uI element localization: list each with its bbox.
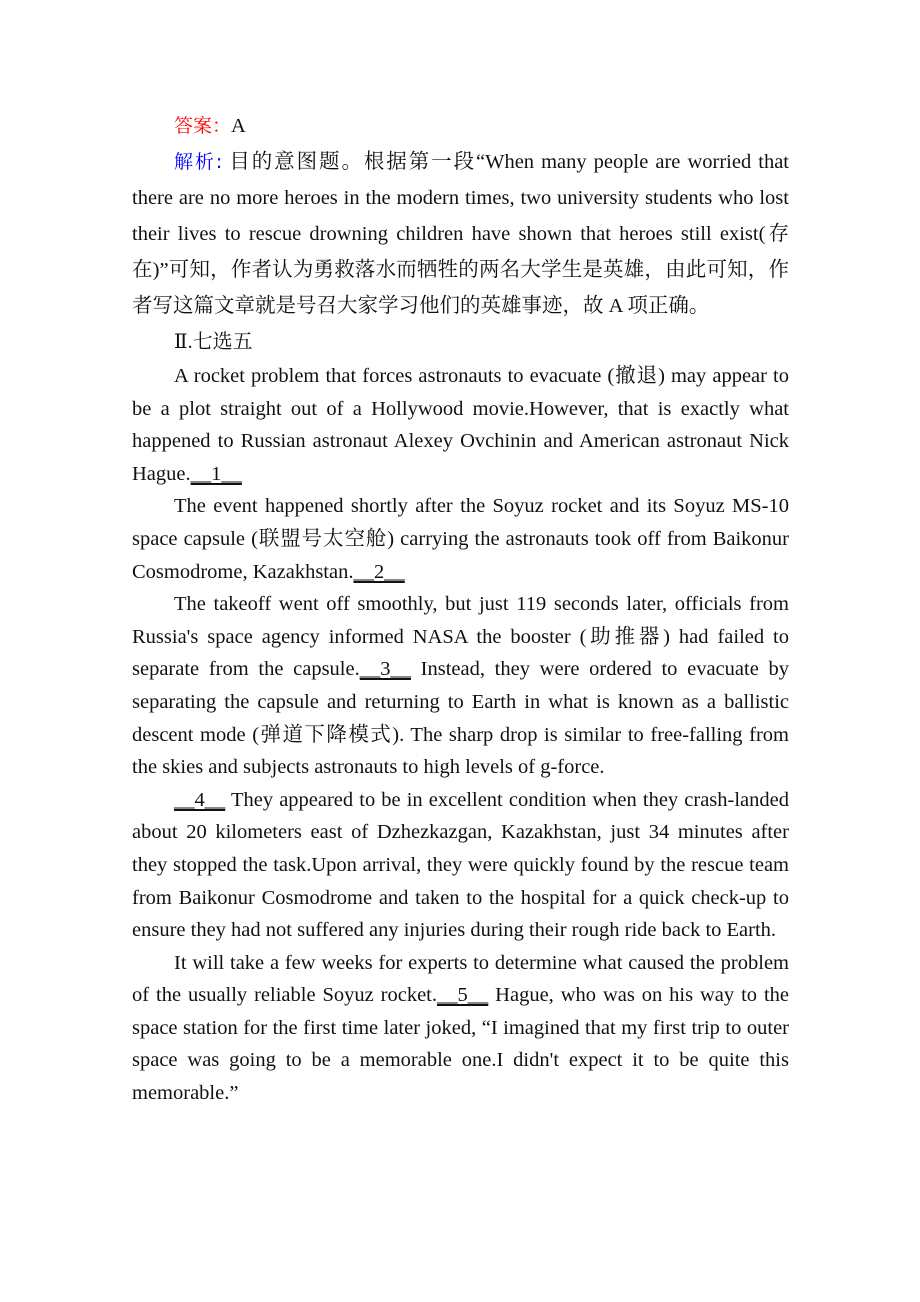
answer-value: A: [231, 115, 246, 137]
answer-label: 答案：: [174, 115, 232, 137]
paragraph-text-after: Hague, who was on his way to the space station for the first time later joked, “I imagined that my first trip to outer space was going to be a memorable one.I didn't expect it to be quite this memorable.”: [132, 984, 789, 1105]
paragraph-text: The takeoff went off smoothly, but just 119 seconds later, officials from Russia's space agency informed NASA the booster (助推器) had failed to separate from the capsule.: [132, 593, 789, 681]
analysis-label: 解析:: [174, 151, 223, 173]
blank-4: __4__: [174, 788, 226, 811]
blank-1: __1__: [190, 462, 242, 485]
section-title: Ⅱ.七选五: [174, 331, 253, 353]
paragraph-text: It will take a few weeks for experts to determine what caused the problem of the usually reliable Soyuz rocket.: [132, 951, 789, 1007]
passage-paragraph-1: [132, 360, 789, 490]
passage-paragraph-2: [132, 490, 789, 588]
blank-5: __5__: [437, 984, 489, 1007]
paragraph-text: A rocket problem that forces astronauts to evacuate (撤退) may appear to be a plot straight out of a Hollywood movie.However, that is exactly what happened to Russian astronaut Alexey Ovchinin and American astronaut Nick Hague.: [132, 365, 789, 485]
analysis-paragraph: [132, 144, 789, 324]
document-page: [132, 108, 789, 1110]
paragraph-text-after: Instead, they were ordered to evacuate by separating the capsule and returning to Earth in what is known as a ballistic descent mode (弹道下降模式). The sharp drop is similar to free-falling from the skies and subjects astronauts to high levels of g-force.: [132, 658, 789, 779]
paragraph-text-after: They appeared to be in excellent condition when they crash-landed about 20 kilometers east of Dzhezkazgan, Kazakhstan, just 34 minutes after they stopped the task.Upon arrival, they were quickly found by the rescue team from Baikonur Cosmodrome and taken to the hospital for a quick check-up to ensure they had not suffered any injuries during their rough ride back to Earth.: [132, 788, 789, 942]
passage-paragraph-4: [132, 784, 789, 947]
blank-2: __2__: [353, 560, 405, 583]
analysis-text: 目的意图题。根据第一段“When many people are worried that there are no more heroes in the modern times, two university students who lost their lives to rescue drowning children have shown that heroes still exist(存在)”可知，作者认为勇救落水而牺牲的两名大学生是英雄，由此可知，作者写这篇文章就是号召大家学习他们的英雄事迹，故 A 项正确。: [132, 151, 789, 317]
answer-line: [132, 108, 789, 144]
paragraph-text: The event happened shortly after the Soyuz rocket and its Soyuz MS-10 space capsule (联盟号太空舱) carrying the astronauts took off from Baikonur Cosmodrome, Kazakhstan.: [132, 495, 789, 583]
passage-paragraph-3: [132, 588, 789, 784]
blank-3: __3__: [359, 658, 411, 681]
passage-paragraph-5: [132, 947, 789, 1110]
